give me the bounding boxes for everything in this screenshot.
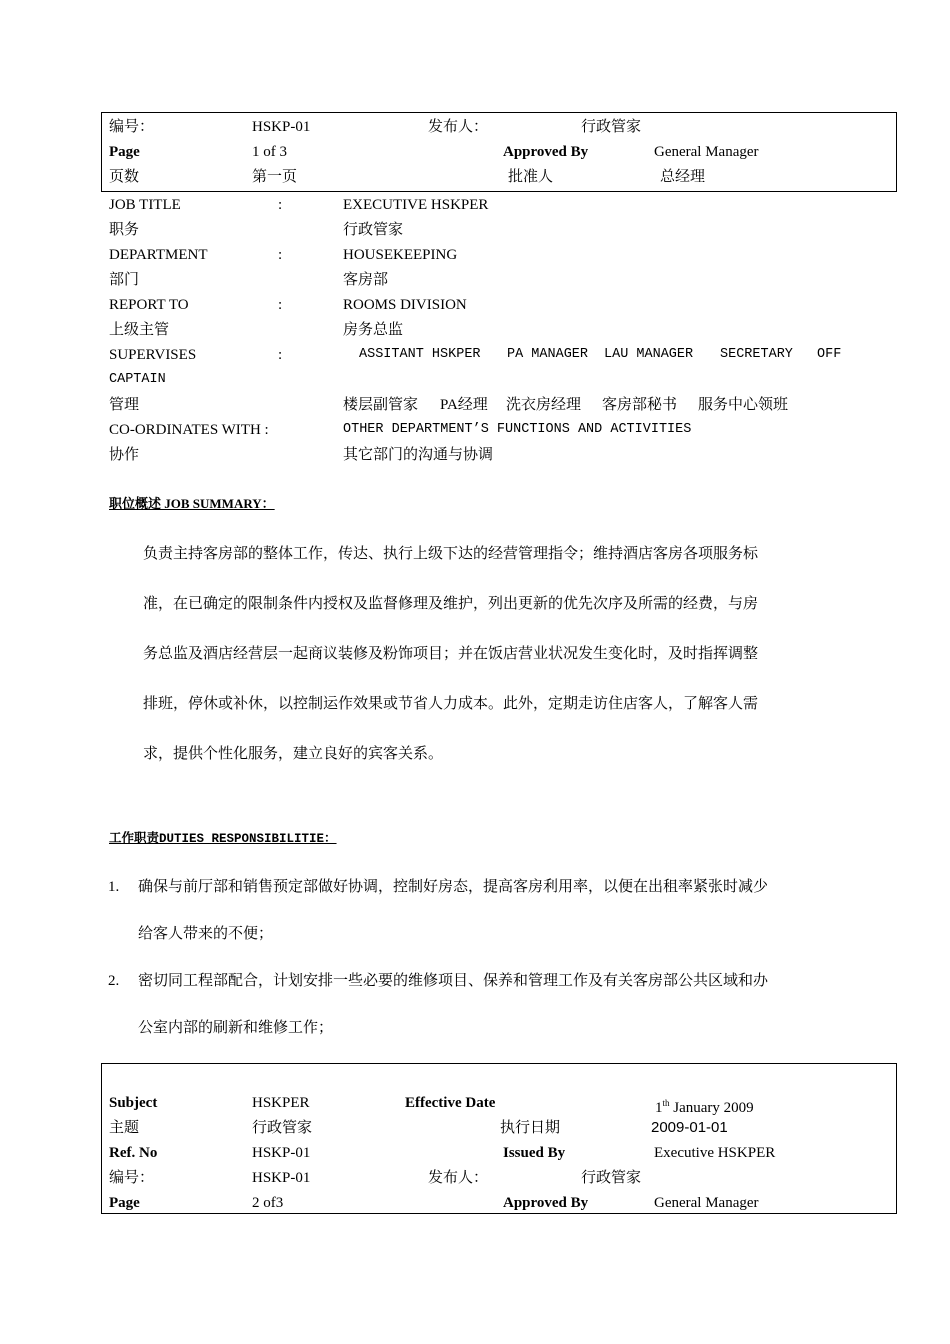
job-title-value: EXECUTIVE HSKPER <box>343 197 489 213</box>
header-code-label: 编号： <box>109 119 155 135</box>
header-approved-label: Approved By <box>503 144 589 160</box>
coordinates-value-cn: 其它部门的沟通与协调 <box>343 447 494 463</box>
supervises-value-cn-5: 服务中心领班 <box>698 397 789 413</box>
job-title-label-cn: 职务 <box>109 222 140 238</box>
header-approver-cn: 总经理 <box>660 169 706 185</box>
effective-month-year: January 2009 <box>669 1100 754 1116</box>
footer-effective-label-cn: 执行日期 <box>500 1120 561 1136</box>
footer-issued-cn: 行政管家 <box>581 1170 642 1186</box>
coordinates-label: CO-ORDINATES WITH : <box>109 422 269 438</box>
report-to-label-cn: 上级主管 <box>109 322 170 338</box>
job-summary-line: 务总监及酒店经营层一起商议装修及粉饰项目；并在饭店营业状况发生变化时，及时指挥调整 <box>143 646 759 662</box>
footer-approved-label: Approved By <box>503 1195 589 1211</box>
supervises-value-2: PA MANAGER <box>507 347 589 362</box>
header-approver: General Manager <box>654 144 759 160</box>
duty-line: 公室内部的刷新和维修工作； <box>138 1020 334 1036</box>
header-box-bottom <box>101 1063 897 1214</box>
supervises-label-cn: 管理 <box>109 397 140 413</box>
job-summary-heading: 职位概述 JOB SUMMARY： <box>109 496 275 511</box>
header-issuer-label: 发布人： <box>428 119 489 135</box>
job-title-label: JOB TITLE <box>109 197 181 213</box>
header-approved-label-cn: 批准人 <box>508 169 554 185</box>
report-to-value-cn: 房务总监 <box>343 322 404 338</box>
report-to-colon: : <box>278 297 283 313</box>
supervises-value-cn-2: PA经理 <box>440 397 488 413</box>
job-title-colon: : <box>278 197 283 213</box>
job-summary-text <box>143 529 843 779</box>
effective-day: 1 <box>655 1100 663 1116</box>
footer-issued-label: Issued By <box>503 1145 566 1161</box>
header-page-cn: 第一页 <box>252 169 298 185</box>
supervises-value-cn-4: 客房部秘书 <box>602 397 678 413</box>
job-summary-line: 负责主持客房部的整体工作，传达、执行上级下达的经营管理指令；维持酒店客房各项服务标 <box>143 546 759 562</box>
supervises-wrap: CAPTAIN <box>109 372 166 387</box>
job-summary-line: 求，提供个性化服务，建立良好的宾客关系。 <box>143 746 444 762</box>
duty-number: 2. <box>108 973 120 989</box>
supervises-value-3: LAU MANAGER <box>604 347 694 362</box>
job-summary-line: 排班，停休或补休，以控制运作效果或节省人力成本。此外，定期走访住店客人，了解客人需 <box>143 696 759 712</box>
header-issuer: 行政管家 <box>581 119 642 135</box>
footer-subject-cn: 行政管家 <box>252 1120 313 1136</box>
duty-number: 1. <box>108 879 120 895</box>
footer-effective-label: Effective Date <box>405 1095 496 1111</box>
header-box-top <box>101 112 897 192</box>
coordinates-label-cn: 协作 <box>109 447 140 463</box>
footer-issued-label-cn: 发布人： <box>428 1170 489 1186</box>
footer-ref-label-cn: 编号： <box>109 1170 155 1186</box>
duty-line: 密切同工程部配合，计划安排一些必要的维修项目、保养和管理工作及有关客房部公共区域和办 <box>138 973 769 989</box>
effective-suffix: th <box>662 1098 670 1108</box>
footer-page-label: Page <box>109 1195 140 1211</box>
footer-page: 2 of3 <box>252 1195 284 1211</box>
footer-ref-cn: HSKP-01 <box>252 1170 311 1186</box>
job-summary-line: 准，在已确定的限制条件内授权及监督修理及维护，列出更新的优先次序及所需的经费，与房 <box>143 596 759 612</box>
supervises-label: SUPERVISES <box>109 347 197 363</box>
supervises-value-5: OFF <box>817 347 842 362</box>
department-label: DEPARTMENT <box>109 247 208 263</box>
supervises-value-cn-3: 洗衣房经理 <box>506 397 582 413</box>
footer-ref-label: Ref. No <box>109 1145 158 1161</box>
duty-line: 给客人带来的不便； <box>138 926 274 942</box>
department-value: HOUSEKEEPING <box>343 247 458 263</box>
supervises-value-4: SECRETARY <box>720 347 793 362</box>
supervises-value-cn-1: 楼层副管家 <box>343 397 419 413</box>
header-code: HSKP-01 <box>252 119 311 135</box>
footer-ref: HSKP-01 <box>252 1145 311 1161</box>
report-to-value: ROOMS DIVISION <box>343 297 467 313</box>
header-page-label-cn: 页数 <box>109 169 140 185</box>
footer-subject-label-cn: 主题 <box>109 1120 140 1136</box>
header-page: 1 of 3 <box>252 144 287 160</box>
supervises-colon: : <box>278 347 283 363</box>
coordinates-value: OTHER DEPARTMENT’S FUNCTIONS AND ACTIVITIES <box>343 422 692 437</box>
department-colon: : <box>278 247 283 263</box>
report-to-label: REPORT TO <box>109 297 189 313</box>
footer-subject-label: Subject <box>109 1095 158 1111</box>
footer-issued: Executive HSKPER <box>654 1145 776 1161</box>
footer-effective-date-cn: 2009-01-01 <box>651 1119 728 1136</box>
header-page-label: Page <box>109 144 140 160</box>
footer-approver: General Manager <box>654 1195 759 1211</box>
duties-heading: 工作职责DUTIES RESPONSIBILITIE： <box>109 832 337 846</box>
department-value-cn: 客房部 <box>343 272 389 288</box>
duty-line: 确保与前厅部和销售预定部做好协调，控制好房态，提高客房利用率，以便在出租率紧张时减少 <box>138 879 769 895</box>
supervises-value-1: ASSITANT HSKPER <box>359 347 481 362</box>
job-title-value-cn: 行政管家 <box>343 222 404 238</box>
footer-effective-date <box>655 1093 754 1118</box>
footer-subject: HSKPER <box>252 1095 310 1111</box>
department-label-cn: 部门 <box>109 272 140 288</box>
